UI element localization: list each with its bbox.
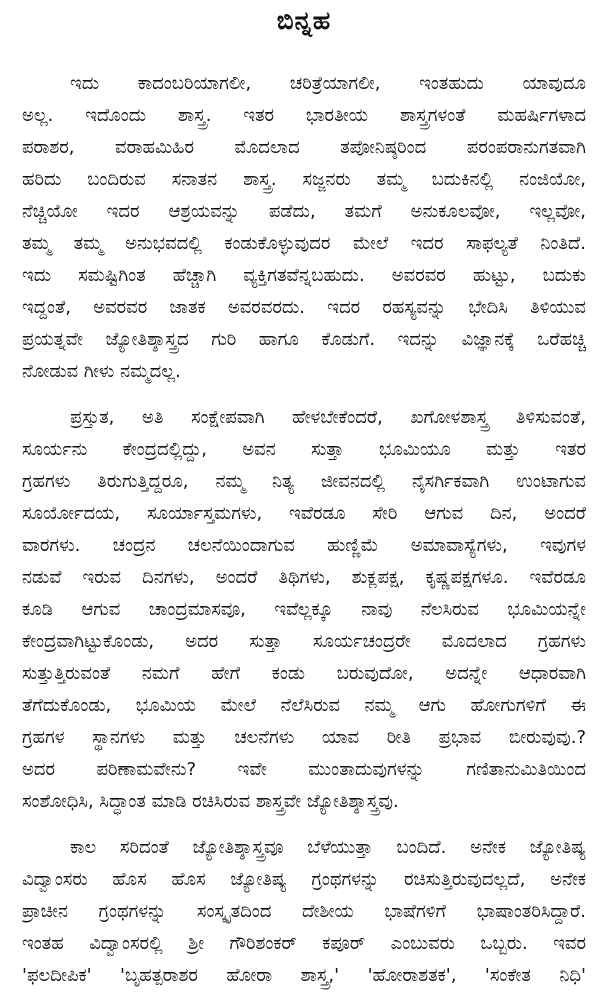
text-line: ಗ್ರಹಗಳು ತಿರುಗುತ್ತಿದ್ದರೂ, ನಮ್ಮ ನಿತ್ಯ ಜೀವನದಲ್ಲಿ ನೈಸರ್ಗಿಕವಾಗಿ ಉಂಟಾಗುವ xyxy=(22,471,586,492)
text-line: ತಮ್ಮ ತಮ್ಮ ಅನುಭವದಲ್ಲಿ ಕಂಡುಕೊಳ್ಳುವುದರ ಮೇಲೆ ಇದರ ಸಾಫಲ್ಯತೆ ನಿಂತಿದೆ. xyxy=(22,233,586,254)
text-line: ಇದು ಸಮಷ್ಟಿಗಿಂತ ಹೆಚ್ಚಾಗಿ ವ್ಯಕ್ತಿಗತವೆನ್ನಬಹುದು. ಅವರವರ ಹುಟ್ಟು, ಬದುಕು xyxy=(22,265,586,286)
text-line: ಸೂರ್ಯೋದಯ, ಸೂರ್ಯಾಸ್ತಮಗಳು, ಇವೆರಡೂ ಸೇರಿ ಆಗುವ ದಿನ, ಅಂದರೆ xyxy=(22,503,586,524)
text-line: ನೆಚ್ಚಿಯೋ ಇದರ ಆಶ್ರಯವನ್ನು ಪಡೆದು, ತಮಗೆ ಅನುಕೂಲವೋ, ಇಲ್ಲವೋ, xyxy=(22,201,586,222)
text-line: ಸೂರ್ಯನು ಕೇಂದ್ರದಲ್ಲಿದ್ದು, ಅವನ ಸುತ್ತಾ ಭೂಮಿಯೂ ಮತ್ತು ಇತರ xyxy=(22,439,586,460)
text-line: ಸಂಶೋಧಿಸಿ, ಸಿದ್ಧಾಂತ ಮಾಡಿ ರಚಿಸಿರುವ ಶಾಸ್ತ್ರವೇ ಜ್ಯೋತಿಶ್ಶಾಸ್ತ್ರವು. xyxy=(22,791,399,812)
text-line: ಪ್ರಯತ್ನವೇ ಜ್ಯೋತಿಶ್ಶಾಸ್ತ್ರದ ಗುರಿ ಹಾಗೂ ಕೊಡುಗೆ. ಇದನ್ನು ವಿಜ್ಞಾನಕ್ಕೆ ಒರೆಹಚ್ಚಿ xyxy=(22,329,586,350)
text-line: ನೋಡುವ ಗೀಳು ನಮ್ಮದಲ್ಲ. xyxy=(22,361,181,382)
text-line: ವಾರಗಳು. ಚಂದ್ರನ ಚಲನೆಯಿಂದಾಗುವ ಹುಣ್ಣಿಮೆ ಅಮಾವಾಸ್ಯೆಗಳು, ಇವುಗಳ xyxy=(22,535,586,556)
text-line: ಕೂಡಿ ಆಗುವ ಚಾಂದ್ರಮಾಸವೂ, ಇವೆಲ್ಲಕ್ಕೂ ನಾವು ನೆಲಸಿರುವ ಭೂಮಿಯನ್ನೇ xyxy=(22,599,586,620)
text-line: 'ಫಲದೀಪಿಕ' 'ಬೃಹತ್ಪರಾಶರ ಹೋರಾ ಶಾಸ್ತ್ರ,' 'ಹೋರಾಶತಕ', 'ಸಂಕೇತ ನಿಧಿ' xyxy=(22,965,586,986)
text-line: ಅದರ ಪರಿಣಾಮವೇನು? ಇವೇ ಮುಂತಾದುವುಗಳನ್ನು ಗಣಿತಾನುಮಿತಿಯಿಂದ xyxy=(22,759,586,780)
text-line: ಕೇಂದ್ರವಾಗಿಟ್ಟುಕೊಂಡು, ಅದರ ಸುತ್ತಾ ಸೂರ್ಯಚಂದ್ರರೇ ಮೊದಲಾದ ಗ್ರಹಗಳು xyxy=(22,631,586,652)
text-line: ಇದು ಕಾದಂಬರಿಯಾಗಲೀ, ಚರಿತ್ರೆಯಾಗಲೀ, ಇಂತಹುದು ಯಾವುದೂ xyxy=(70,73,586,94)
paragraph-gap xyxy=(22,388,586,402)
paragraph-2 xyxy=(22,402,586,818)
text-line: ವಿದ್ವಾಂಸರು ಹೊಸ ಹೊಸ ಜ್ಯೋತಿಷ್ಯ ಗ್ರಂಥಗಳನ್ನು ರಚಿಸುತ್ತಿರುವುದಲ್ಲದೆ, ಅನೇಕ xyxy=(22,869,586,890)
text-line: ಹರಿದು ಬಂದಿರುವ ಸನಾತನ ಶಾಸ್ತ್ರ. ಸಜ್ಜನರು ತಮ್ಮ ಬದುಕಿನಲ್ಲಿ ನಂಜಿಯೋ, xyxy=(22,169,586,190)
text-line: ಪರಾಶರ, ವರಾಹಮಿಹಿರ ಮೊದಲಾದ ತಪೋನಿಷ್ಠರಿಂದ ಪರಂಪರಾನುಗತವಾಗಿ xyxy=(22,137,586,158)
page-title: ಬಿನ್ನಹ xyxy=(276,6,332,35)
text-line: ನಡುವೆ ಇರುವ ದಿನಗಳು, ಅಂದರೆ ತಿಥಿಗಳು, ಶುಕ್ಲಪಕ್ಷ, ಕೃಷ್ಣಪಕ್ಷಗಳೂ. ಇವೆರಡೂ xyxy=(22,567,586,588)
text-line: ಪ್ರಾಚೀನ ಗ್ರಂಥಗಳನ್ನು ಸಂಸ್ಕೃತದಿಂದ ದೇಶೀಯ ಭಾಷೆಗಳಿಗೆ ಭಾಷಾಂತರಿಸಿದ್ದಾರೆ. xyxy=(22,901,586,922)
text-line: ತೆಗೆದುಕೊಂಡು, ಭೂಮಿಯ ಮೇಲೆ ನೆಲೆಸಿರುವ ನಮ್ಮ ಆಗು ಹೋಗುಗಳಿಗೆ ಈ xyxy=(22,695,586,716)
paragraph-gap xyxy=(22,818,586,832)
paragraph-1 xyxy=(22,68,586,388)
text-line: ಸುತ್ತುತ್ತಿರುವಂತೆ ನಮಗೆ ಹೇಗೆ ಕಂಡು ಬರುವುದೋ, ಅದನ್ನೇ ಆಧಾರವಾಗಿ xyxy=(22,663,586,684)
text-line: ಇದ್ದಂತೆ, ಅವರವರ ಜಾತಕ ಅವರವರದು. ಇದರ ರಹಸ್ಯವನ್ನು ಭೇದಿಸಿ ತಿಳಿಯುವ xyxy=(22,297,586,318)
text-line: ಗ್ರಹಗಳ ಸ್ಥಾನಗಳು ಮತ್ತು ಚಲನೆಗಳು ಯಾವ ರೀತಿ ಪ್ರಭಾವ ಬೀರುವುವು.? xyxy=(22,727,586,748)
text-line: ಕಾಲ ಸರಿದಂತೆ ಜ್ಯೋತಿಶ್ಶಾಸ್ತ್ರವೂ ಬೆಳೆಯುತ್ತಾ ಬಂದಿದೆ. ಅನೇಕ ಜ್ಯೋತಿಷ್ಯ xyxy=(70,837,586,858)
text-line: ಇಂತಹ ವಿದ್ವಾಂಸರಲ್ಲಿ ಶ್ರೀ ಗೌರಿಶಂಕರ್ ಕಪೂರ್ ಎಂಬುವರು ಒಬ್ಬರು. ಇವರ xyxy=(22,933,586,954)
text-line: ಅಲ್ಲ. ಇದೊಂದು ಶಾಸ್ತ್ರ. ಇತರ ಭಾರತೀಯ ಶಾಸ್ತ್ರಗಳಂತೆ ಮಹರ್ಷಿಗಳಾದ xyxy=(22,105,586,126)
text-line: ಪ್ರಸ್ತುತ, ಅತಿ ಸಂಕ್ಷೇಪವಾಗಿ ಹೇಳಬೇಕೆಂದರೆ, ಖಗೋಳಶಾಸ್ತ್ರ ತಿಳಿಸುವಂತೆ, xyxy=(70,407,586,428)
paragraph-3 xyxy=(22,832,586,992)
